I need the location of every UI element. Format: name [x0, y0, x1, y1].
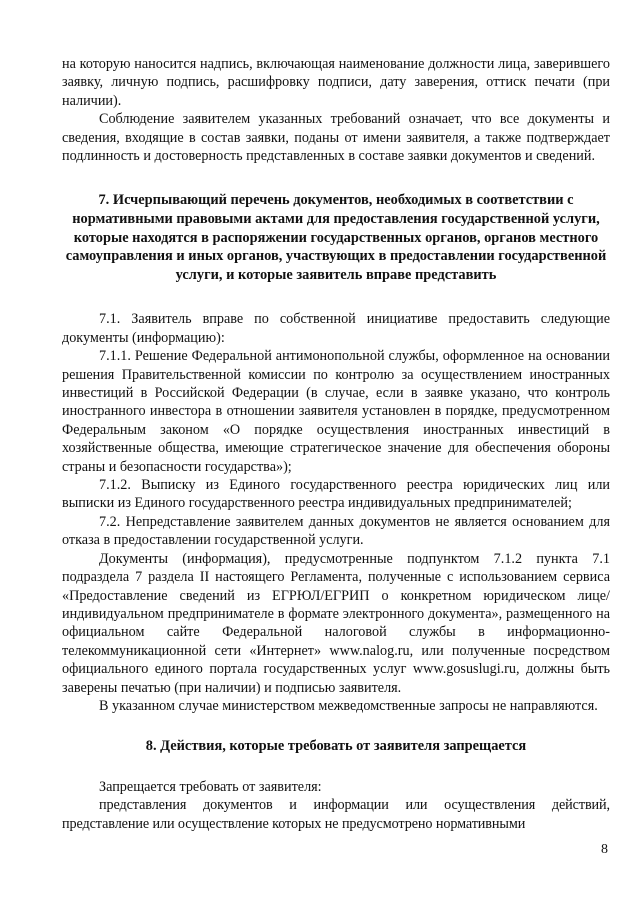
section-8-heading: 8. Действия, которые требовать от заявителя запрещается [145, 738, 527, 755]
paragraph-prohibited-items: представления документов и информации или осуществления действий, представление или осуществление которых не предусмотрено нормативными [62, 797, 610, 832]
section-7-heading: 7. Исчерпывающий перечень документов, необходимых в соответствии с нормативными правовыми актами для предоставления государственной услуги, которые находятся в распоряжении государственных органов, органов местного самоуправления и иных органов, участвующих в предоставлении государственной услуги, и которые заявитель вправе представить [65, 192, 607, 283]
paragraph-documents-info: Документы (информация), предусмотренные подпунктом 7.1.2 пункта 7.1 подраздела 7 раздела II настоящего Регламента, полученные с использованием сервиса «Предоставление сведений из ЕГРЮЛ/ЕГРИП о конкретном юридическом лице/индивидуальном предпринимателе в формате электронного документа», размещенного на официальном сайте Федеральной налоговой службы в информационно-телекоммуникационной сети «Интернет» www.nalog.ru, или полученные посредством официального единого портала государственных услуг www.gosuslugi.ru, должны быть заверены печатью (при наличии) и подписью заявителя. [62, 550, 610, 696]
paragraph-7-1: 7.1. Заявитель вправе по собственной инициативе предоставить следующие документы (информацию): [62, 311, 610, 346]
paragraph-compliance: Соблюдение заявителем указанных требований означает, что все документы и сведения, входящие в состав заявки, поданы от имени заявителя, а также подтверждает подлинность и достоверность представленных в составе заявки документов и сведений. [62, 111, 610, 165]
page-number: 8 [601, 842, 608, 857]
paragraph-7-1-1: 7.1.1. Решение Федеральной антимонопольной службы, оформленное на основании решения Правительственной комиссии по контролю за осуществлением иностранных инвестиций в Российской Федерации (в случае, если в заявке указано, что контроль иностранного инвестора в отношении заявителя установлен в порядке, предусмотренном Федеральным законом «О порядке осуществления иностранных инвестиций в хозяйственные общества, имеющие стратегическое значение для обеспечения обороны страны и безопасности государства»); [62, 348, 610, 475]
paragraph-no-requests: В указанном случае министерством межведомственные запросы не направляются. [99, 697, 598, 714]
paragraph-7-2: 7.2. Непредставление заявителем данных документов не является основанием для отказа в предоставлении государственной услуги. [62, 513, 610, 549]
paragraph-prohibited-intro: Запрещается требовать от заявителя: [99, 778, 322, 795]
page-body [62, 55, 610, 833]
paragraph-continuation: на которую наносится надпись, включающая наименование должности лица, заверившего заявку, личную подпись, расшифровку подписи, дату заверения, оттиск печати (при наличии). [62, 56, 610, 109]
paragraph-7-1-2: 7.1.2. Выписку из Единого государственного реестра юридических лиц или выписки из Единого государственного реестра индивидуальных предпринимателей; [62, 477, 610, 512]
